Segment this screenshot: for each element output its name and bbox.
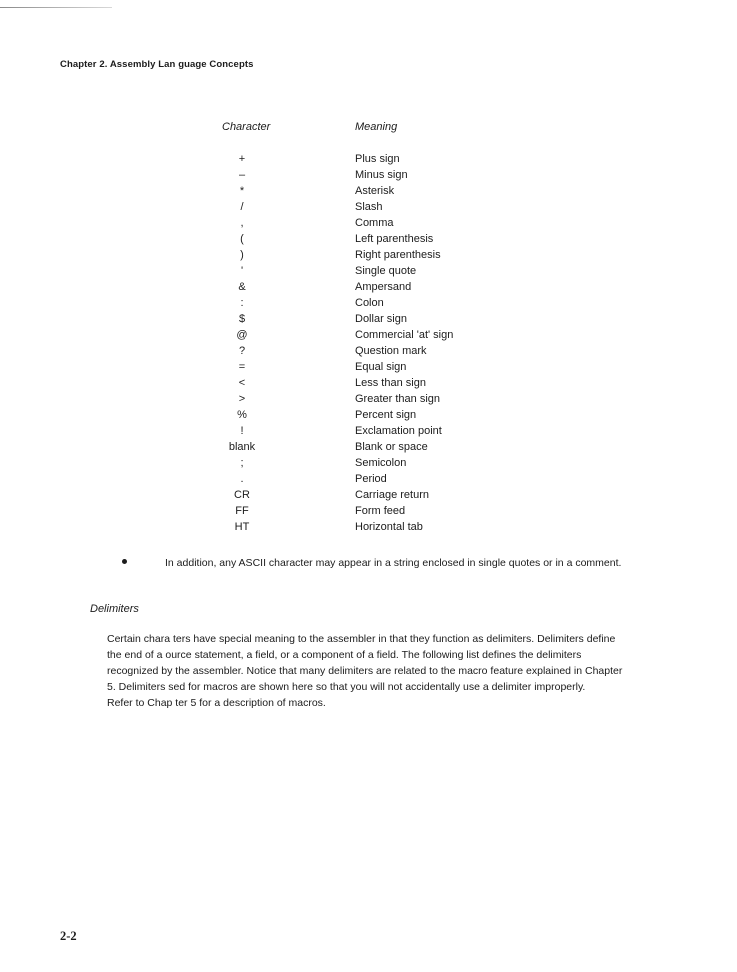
column-header-character: Character — [222, 121, 271, 133]
character-symbol: > — [238, 393, 246, 405]
character-meaning: Commercial 'at' sign — [355, 329, 454, 341]
bullet-dot-icon — [122, 559, 127, 564]
character-symbol: ' — [240, 265, 244, 277]
character-symbol: @ — [236, 329, 248, 341]
character-meaning: Greater than sign — [355, 393, 440, 405]
table-row — [0, 279, 737, 295]
character-meaning: Horizontal tab — [355, 521, 423, 533]
table-row — [0, 471, 737, 487]
table-row — [0, 391, 737, 407]
paragraph-line: the end of a ource statement, a field, or a component of a field. The following list defines the delimiters — [107, 649, 582, 661]
character-meaning: Slash — [355, 201, 383, 213]
table-row — [0, 167, 737, 183]
bullet-text: In addition, any ASCII character may appear in a string enclosed in single quotes or in a comment. — [165, 557, 622, 569]
table-row — [0, 375, 737, 391]
character-meaning: Carriage return — [355, 489, 429, 501]
character-meaning: Question mark — [355, 345, 427, 357]
character-meaning: Dollar sign — [355, 313, 407, 325]
table-row — [0, 455, 737, 471]
character-meaning: Ampersand — [355, 281, 412, 293]
table-row — [0, 359, 737, 375]
character-meaning: Blank or space — [355, 441, 428, 453]
character-symbol: HT — [234, 521, 250, 533]
character-symbol: < — [238, 377, 246, 389]
table-row — [0, 519, 737, 535]
character-meaning: Semicolon — [355, 457, 407, 469]
chapter-header: Chapter 2. Assembly Lan guage Concepts — [60, 59, 254, 70]
table-row — [0, 327, 737, 343]
section-title-delimiters: Delimiters — [90, 603, 139, 615]
character-meaning: Comma — [355, 217, 394, 229]
character-symbol: ; — [240, 457, 244, 469]
scan-artifact-line — [0, 7, 112, 8]
character-meaning: Exclamation point — [355, 425, 442, 437]
character-symbol: CR — [234, 489, 250, 501]
character-symbol: / — [240, 201, 244, 213]
character-meaning: Left parenthesis — [355, 233, 434, 245]
character-symbol: + — [238, 153, 246, 165]
paragraph-line: Refer to Chap ter 5 for a description of macros. — [107, 697, 326, 709]
character-symbol: ? — [238, 345, 246, 357]
character-meaning: Minus sign — [355, 169, 408, 181]
character-table — [0, 151, 737, 535]
table-row — [0, 343, 737, 359]
character-meaning: Less than sign — [355, 377, 426, 389]
character-meaning: Equal sign — [355, 361, 407, 373]
character-symbol: , — [240, 217, 244, 229]
character-symbol: : — [240, 297, 244, 309]
character-meaning: Right parenthesis — [355, 249, 441, 261]
table-row — [0, 199, 737, 215]
table-row — [0, 407, 737, 423]
character-meaning: Asterisk — [355, 185, 395, 197]
character-symbol: FF — [235, 505, 249, 517]
character-symbol: ( — [240, 233, 244, 245]
character-symbol: – — [238, 169, 246, 181]
table-row — [0, 439, 737, 455]
delimiters-paragraph — [107, 631, 697, 711]
paragraph-line: recognized by the assembler. Notice that many delimiters are related to the macro feature explained in Chapter — [107, 665, 623, 677]
character-meaning: Plus sign — [355, 153, 400, 165]
table-row — [0, 151, 737, 167]
character-symbol: . — [240, 473, 244, 485]
character-meaning: Colon — [355, 297, 384, 309]
character-symbol: ! — [240, 425, 244, 437]
character-meaning: Period — [355, 473, 387, 485]
character-symbol: blank — [228, 441, 256, 453]
character-symbol: * — [239, 185, 245, 197]
table-row — [0, 231, 737, 247]
character-symbol: & — [238, 281, 246, 293]
character-meaning: Single quote — [355, 265, 417, 277]
column-header-meaning: Meaning — [355, 121, 398, 133]
table-row — [0, 247, 737, 263]
character-symbol: % — [237, 409, 247, 421]
table-row — [0, 183, 737, 199]
character-symbol: = — [238, 361, 246, 373]
table-row — [0, 423, 737, 439]
page-number: 2-2 — [60, 929, 77, 943]
table-row — [0, 263, 737, 279]
character-symbol: ) — [240, 249, 244, 261]
table-row — [0, 295, 737, 311]
table-row — [0, 487, 737, 503]
table-row — [0, 311, 737, 327]
table-row — [0, 503, 737, 519]
character-meaning: Form feed — [355, 505, 406, 517]
paragraph-line: 5. Delimiters sed for macros are shown here so that you will not accidentally use a delimiter improperly. — [107, 681, 586, 693]
table-row — [0, 215, 737, 231]
character-symbol: $ — [238, 313, 246, 325]
paragraph-line: Certain chara ters have special meaning to the assembler in that they function as delimiters. Delimiters define — [107, 633, 616, 645]
character-meaning: Percent sign — [355, 409, 417, 421]
